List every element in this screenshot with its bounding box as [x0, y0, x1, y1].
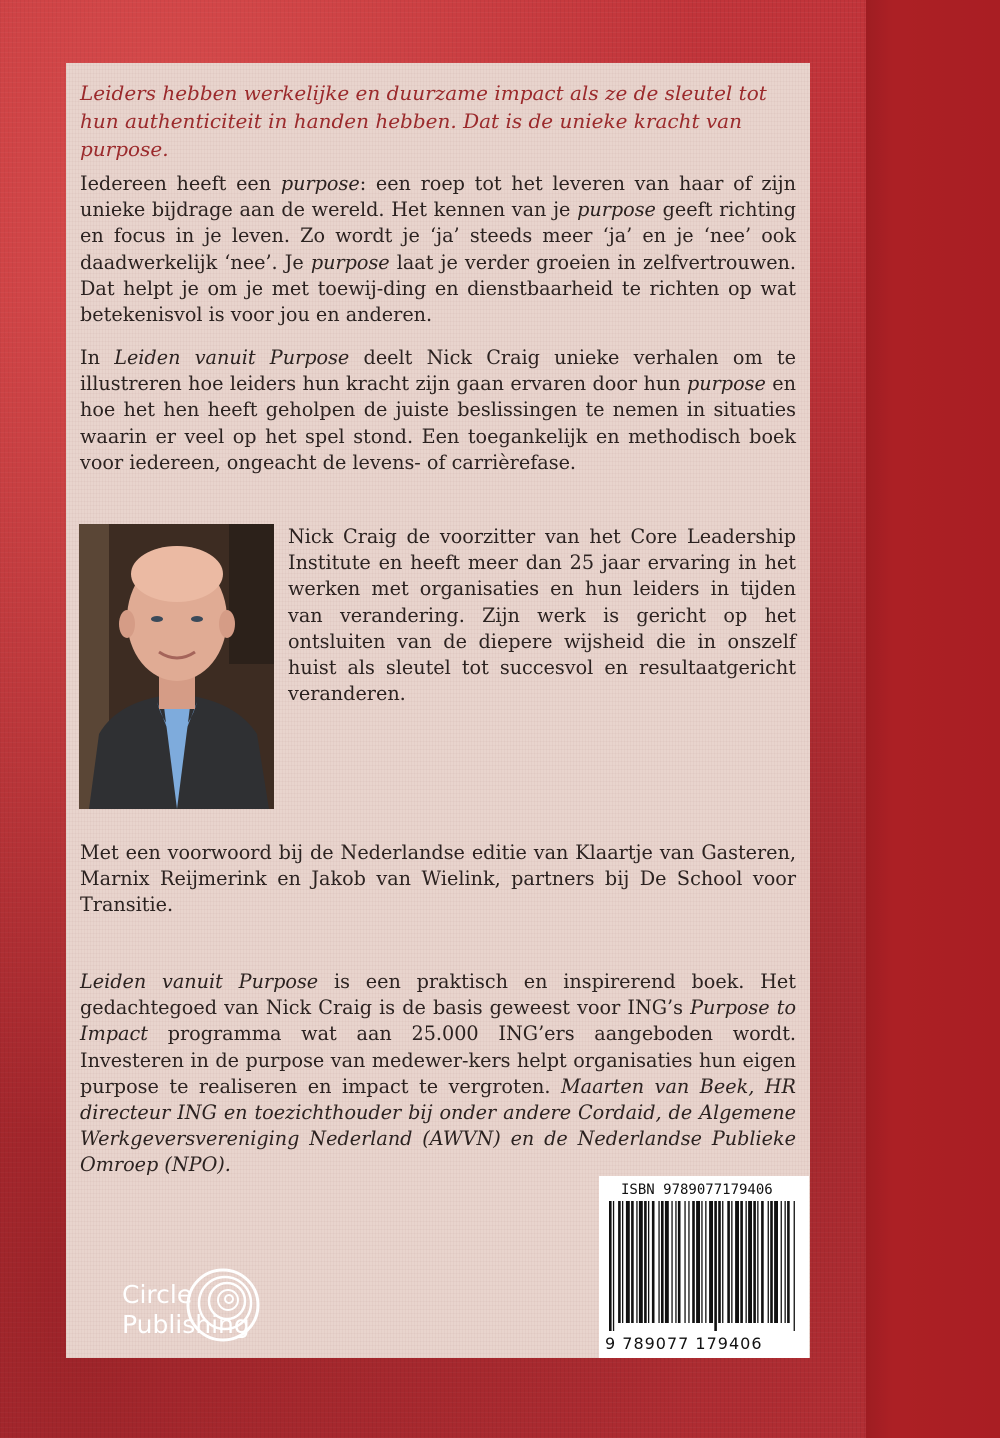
text-run-italic: purpose	[577, 198, 656, 222]
text-run: laat je verder groeien in zelfvertrouwen. Dat helpt je om je met toewij-ding en dienstbaarheid te richten op wat betekenisvol is voor jou en anderen.	[80, 250, 797, 327]
text-run-italic: Purpose to Impact	[80, 996, 797, 1046]
isbn-label: ISBN 9789077179406	[621, 1182, 773, 1198]
text-run-italic: purpose	[280, 172, 360, 195]
text-run: : een roep tot het leveren van haar of zijn unieke bijdrage aan de wereld. Het kennen van je	[80, 172, 796, 222]
text-run-italic: Leiden vanuit Purpose	[80, 970, 319, 993]
text-run: is een praktisch en inspirerend boek. Het gedachtegoed van Nick Craig is de basis geweest voor ING’s	[80, 970, 796, 1020]
text-run: programma wat aan 25.000 ING’ers aangeboden wordt. Investeren in de purpose van medewer-kers helpt organisaties hun eigen purpose te realiseren en impact te vergroten.	[80, 1022, 796, 1098]
author-bio: Nick Craig de voorzitter van het Core Leadership Institute en heeft meer dan 25 jaar ervaring in het werken met organisaties en hun leiders in tijden van verandering. Zijn werk is gericht op het ontsluiten van de diepere wijsheid die in onszelf huist als sleutel tot succesvol en resultaatgericht veranderen.	[288, 525, 796, 706]
text-run-italic: purpose	[687, 372, 766, 396]
text-run: geeft richting en focus in je leven. Zo wordt je ‘ja’ steeds meer ‘ja’ en je ‘nee’ ook daadwerkelijk ‘nee’. Je	[80, 198, 796, 274]
endorsement-attribution: Maarten van Beek, HR directeur ING en toezichthouder bij onder andere Cordaid, de Algemene Werkgeversvereniging Nederland (AWVN) en de Nederlandse Publieke Omroep (NPO).	[80, 1074, 796, 1177]
text-run: In	[80, 346, 115, 369]
text-run: deelt Nick Craig unieke verhalen om te illustreren hoe leiders hun kracht zijn gaan ervaren door hun	[80, 346, 796, 396]
paragraph-book	[80, 345, 796, 476]
intro-quote: Leiders hebben werkelijke en duurzame impact als ze de sleutel tot hun authenticiteit in handen hebben. Dat is de unieke kracht van purpose.	[80, 81, 767, 161]
paragraph-endorsement	[80, 969, 796, 1179]
publisher-name-line1: Circle	[122, 1280, 193, 1309]
publisher-name	[122, 1280, 250, 1340]
text-run-italic: Leiden vanuit Purpose	[114, 346, 350, 369]
isbn-barcode	[599, 1176, 809, 1358]
isbn-digits: 9 789077 179406	[605, 1334, 763, 1353]
paragraph-purpose	[80, 171, 796, 328]
publisher-name-line2: Publishing	[122, 1310, 250, 1339]
author-photo	[79, 524, 274, 809]
text-run-italic: purpose	[310, 250, 390, 274]
barcode-bars-icon	[607, 1201, 801, 1331]
text-run: en hoe het hen heeft geholpen de juiste beslissingen te nemen in situaties waarin er veel op het spel stond. Een toegankelijk en methodisch boek voor iedereen, ongeacht de levens- of carrièrefase.	[80, 372, 796, 474]
book-spine	[866, 0, 1000, 1438]
text-run: Iedereen heeft een	[80, 172, 281, 195]
paragraph-foreword: Met een voorwoord bij de Nederlandse editie van Klaartje van Gasteren, Marnix Reijmerink en Jakob van Wielink, partners bij De School voor Transitie.	[80, 841, 796, 917]
text-panel	[66, 63, 810, 1358]
